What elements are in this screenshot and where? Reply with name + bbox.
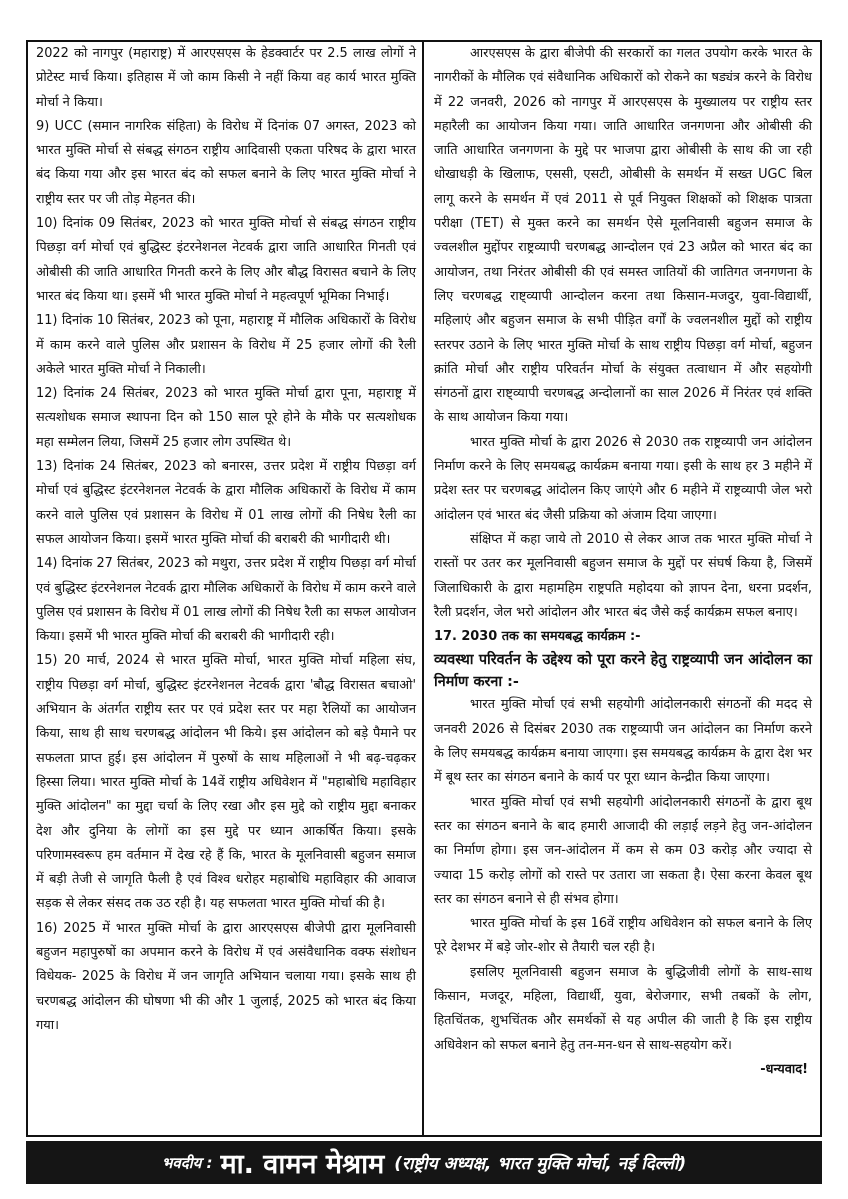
signatory-designation: (राष्ट्रीय अध्यक्ष, भारत मुक्ति मोर्चा, नई दिल्ली) [394,1154,687,1174]
left-paragraph: 14) दिनांक 27 सितंबर, 2023 को मथुरा, उत्तर प्रदेश में राष्ट्रीय पिछड़ा वर्ग मोर्चा एवं बुद्धिस्ट इंटरनेशनल नेटवर्क द्वारा मौलिक अधिकारों के विरोध में काम करने वाले पुलिस एवं प्रशासन के विरोध में 01 लाख लोगों की निषेध रैली का सफल आयोजन किया। इसमें भी भारत मुक्ति मोर्चा की बराबरी की भागीदारी रही। [36,556,416,645]
footer-greeting: भवदीय : [161,1153,213,1172]
right-paragraph: भारत मुक्ति मोर्चा के इस 16वें राष्ट्रीय अधिवेशन को सफल बनाने के लिए पूरे देशभर में बड़े जोर-शोर से तैयारी चल रही है। [434,916,812,956]
signatory-name: मा. वामन मेश्राम [220,1149,385,1180]
left-paragraph: 2022 को नागपुर (महाराष्ट्र) में आरएसएस के हेडक्वार्टर पर 2.5 लाख लोगों ने प्रोटेस्ट मार्च किया। इतिहास में जो काम किसी ने नहीं किया वह कार्य भारत मुक्ति मोर्चा ने किया। [36,46,416,110]
right-column [424,42,820,1135]
left-column [28,42,424,1135]
section-subheading: व्यवस्था परिवर्तन के उद्देश्य को पूरा करने हेतु राष्ट्रव्यापी जन आंदोलन का निर्माण करना :- [434,652,812,691]
right-paragraph: भारत मुक्ति मोर्चा एवं सभी सहयोगी आंदोलनकारी संगठनों की मदद से जनवरी 2026 से दिसंबर 2030 तक राष्ट्रव्यापी जन आंदोलन का निर्माण करने के लिए समयबद्ध कार्यक्रम बनाया जाएगा। इस समयबद्ध कार्यक्रम के द्वारा देश भर में बूथ स्तर का संगठन बनाने के कार्य पर पूरा ध्यान केन्द्रीत किया जाएगा। [434,697,812,786]
left-paragraph: 12) दिनांक 24 सितंबर, 2023 को भारत मुक्ति मोर्चा द्वारा पूना, महाराष्ट्र में सत्यशोधक समाज स्थापना दिन को 150 साल पूरे होने के मौके पर सत्यशोधक महा सम्मेलन लिया, जिसमें 25 हजार लोग उपस्थित थे। [36,386,416,450]
right-paragraph: भारत मुक्ति मोर्चा एवं सभी सहयोगी आंदोलनकारी संगठनों के द्वारा बूथ स्तर का संगठन बनाने के बाद हमारी आजादी की लड़ाई लड़ने हेतु जन-आंदोलन का निर्माण होगा। इस जन-आंदोलन में कम से कम 03 करोड़ और ज्यादा से ज्यादा 15 करोड़ लोगों को रास्ते पर उतारा जा सकता है। ऐसा करना केवल बूथ स्तर का संगठन बनाने से ही संभव होगा। [434,794,812,907]
left-paragraph: 10) दिनांक 09 सितंबर, 2023 को भारत मुक्ति मोर्चा से संबद्ध संगठन राष्ट्रीय पिछड़ा वर्ग मोर्चा एवं बुद्धिस्ट इंटरनेशनल नेटवर्क द्वारा जाति आधारित गिनती एवं ओबीसी की जाति आधारित गिनती करने के लिए और बौद्ध विरासत बचाने के लिए भारत बंद किया था। इसमें भी भारत मुक्ति मोर्चा ने महत्वपूर्ण भूमिका निभाई। [36,216,416,304]
left-paragraph: 15) 20 मार्च, 2024 से भारत मुक्ति मोर्चा, भारत मुक्ति मोर्चा महिला संघ, राष्ट्रीय पिछड़ा वर्ग मोर्चा, बुद्धिस्ट इंटरनेशनल नेटवर्क द्वारा 'बौद्ध विरासत बचाओ' अभियान के अंतर्गत राष्ट्रीय स्तर पर एवं प्रदेश स्तर पर महा रैलियों का आयोजन किया, साथ ही साथ चरणबद्ध आंदोलन भी किये। इस आंदोलन को बड़े पैमाने पर सफलता प्राप्त हुई। इस आंदोलन में पुरुषों के साथ महिलाओं ने भी बढ़-चढ़कर हिस्सा लिया। भारत मुक्ति मोर्चा के 14वें राष्ट्रीय अधिवेशन में "महाबोधि महाविहार मुक्ति आंदोलन" का मुद्दा चर्चा के लिए रखा और इस मुद्दे को राष्ट्रीय मुद्दा बनाकर देश और दुनिया के लोगों का इस मुद्दे पर ध्यान आकर्षित किया। इसके परिणामस्वरूप हम वर्तमान में देख रहे हैं कि, भारत के मूलनिवासी बहुजन समाज में बड़ी तेजी से जागृति फैली है एवं विश्व धरोहर महाबोधि महाविहार की आवाज सड़क से लेकर संसद तक उठ रही है। यह सफलता भारत मुक्ति मोर्चा की है। [36,653,416,912]
right-paragraph: संक्षिप्त में कहा जाये तो 2010 से लेकर आज तक भारत मुक्ति मोर्चा ने रास्तों पर उतर कर मूलनिवासी बहुजन समाज के मुद्दों पर संघर्ष किया है, जिसमें जिलाधिकारी के द्वारा महामहिम राष्ट्रपति महोदया को ज्ञापन देना, धरना प्रदर्शन, रैली प्रदर्शन, जेल भरो आंदोलन और भारत बंद जैसे कई कार्यक्रम सफल बनाए। [434,531,812,620]
left-paragraph: 13) दिनांक 24 सितंबर, 2023 को बनारस, उत्तर प्रदेश में राष्ट्रीय पिछड़ा वर्ग मोर्चा एवं बुद्धिस्ट इंटरनेशनल नेटवर्क के द्वारा मौलिक अधिकारों के विरोध में काम करने वाले पुलिस एवं प्रशासन के विरोध में 01 लाख लोगों की निषेध रैली का सफल आयोजन किया। इसमें भारत मुक्ति मोर्चा की बराबरी की भागीदारी थी। [36,459,416,547]
left-paragraph: 16) 2025 में भारत मुक्ति मोर्चा के द्वारा आरएसएस बीजेपी द्वारा मूलनिवासी बहुजन महापुरुषों का अपमान करने के विरोध में एवं असंवैधानिक वक्फ संशोधन विधेयक- 2025 के विरोध में जन जागृति अभियान चलाया गया। इसके साथ ही चरणबद्ध आंदोलन की घोषणा भी की और 1 जुलाई, 2025 को भारत बंद किया गया। [36,920,416,1033]
right-paragraph: इसलिए मूलनिवासी बहुजन समाज के बुद्धिजीवी लोगों के साथ-साथ किसान, मजदूर, महिला, विद्यार्थी, युवा, बेरोजगार, सभी तबकों के लोग, हितचिंतक, शुभचिंतक और समर्थकों से यह अपील की जाती है कि इस राष्ट्रीय अधिवेशन को सफल बनाने हेतु तन-मन-धन से साथ-सहयोग करें। [434,964,812,1053]
signature-footer [26,1141,822,1184]
right-paragraph: आरएसएस के द्वारा बीजेपी की सरकारों का गलत उपयोग करके भारत के नागरीकों के मौलिक एवं संवैधानिक अधिकारों को रोकने का षड्यंत्र करने के विरोध में 22 जनवरी, 2026 को नागपुर में आरएसएस के मुख्यालय पर राष्ट्रीय स्तर महारैली का आयोजन किया गया। जाति आधारित जनगणना और ओबीसी की जाति आधारित जनगणना के मुद्दे पर भाजपा द्वारा ओबीसी के साथ की जा रही धोखाधड़ी के खिलाफ, एससी, एसटी, ओबीसी के समर्थन में सख्त UGC बिल लागू करने के समर्थन में एवं 2011 से पूर्व नियुक्त शिक्षकों को शिक्षक पात्रता परीक्षा (TET) से मुक्त करने का समर्थन ऐसे मूलनिवासी बहुजन समाज के ज्वलशील मुद्दोंपर राष्ट्रव्यापी चरणबद्ध आन्दोलन एवं 23 अप्रैल को भारत बंद का आयोजन, तथा निरंतर ओबीसी की एवं समस्त जातियों की जातिगत जनगणना के लिए चरणबद्ध राष्ट्व्यापी आन्दोलन करना तथा किसान-मजदुर, युवा-विद्यार्थी, महिलाएं और बहुजन समाज के सभी पीड़ित वर्गों के ज्वलनशील मुद्दों को राष्ट्रीय स्तरपर उठाने के लिए भारत मुक्ति मोर्चा के साथ राष्ट्रीय पिछड़ा वर्ग मोर्चा, बहुजन क्रांति मोर्चा और राष्ट्रीय परिवर्तन मोर्चा के संयुक्त तत्वाधान में और सहयोगी संगठनों द्वारा राष्ट्व्यापी चरणबद्ध अन्दोलानों का साल 2026 में निरंतर एवं शक्ति के साथ आयोजन किया गया। [434,46,812,426]
left-paragraph: 11) दिनांक 10 सितंबर, 2023 को पूना, महाराष्ट्र में मौलिक अधिकारों के विरोध में काम करने वाले पुलिस और प्रशासन के विरोध में 25 हजार लोगों की रैली अकेले भारत मुक्ति मोर्चा ने निकाली। [36,313,416,377]
right-paragraph: भारत मुक्ति मोर्चा के द्वारा 2026 से 2030 तक राष्ट्रव्यापी जन आंदोलन निर्माण करने के लिए समयबद्ध कार्यक्रम बनाया गया। इसी के साथ हर 3 महीने में प्रदेश स्तर पर चरणबद्ध आंदोलन किए जाएंगे और 6 महीने में राष्ट्रव्यापी जेल भरो आंदोलन एवं भारत बंद जैसी प्रक्रिया को अंजाम दिया जाएगा। [434,434,812,523]
two-column-frame [26,40,822,1137]
section-heading: 17. 2030 तक का समयबद्ध कार्यक्रम :- [434,629,641,645]
thanks-note: -धन्यवाद! [760,1061,808,1077]
left-paragraph: 9) UCC (समान नागरिक संहिता) के विरोध में दिनांक 07 अगस्त, 2023 को भारत मुक्ति मोर्चा से संबद्ध संगठन राष्ट्रीय आदिवासी एकता परिषद के द्वारा भारत बंद किया गया और इस भारत बंद को सफल बनाने के लिए भारत मुक्ति मोर्चा ने राष्ट्रीय स्तर पर जी तोड़ मेहनत की। [36,118,416,207]
